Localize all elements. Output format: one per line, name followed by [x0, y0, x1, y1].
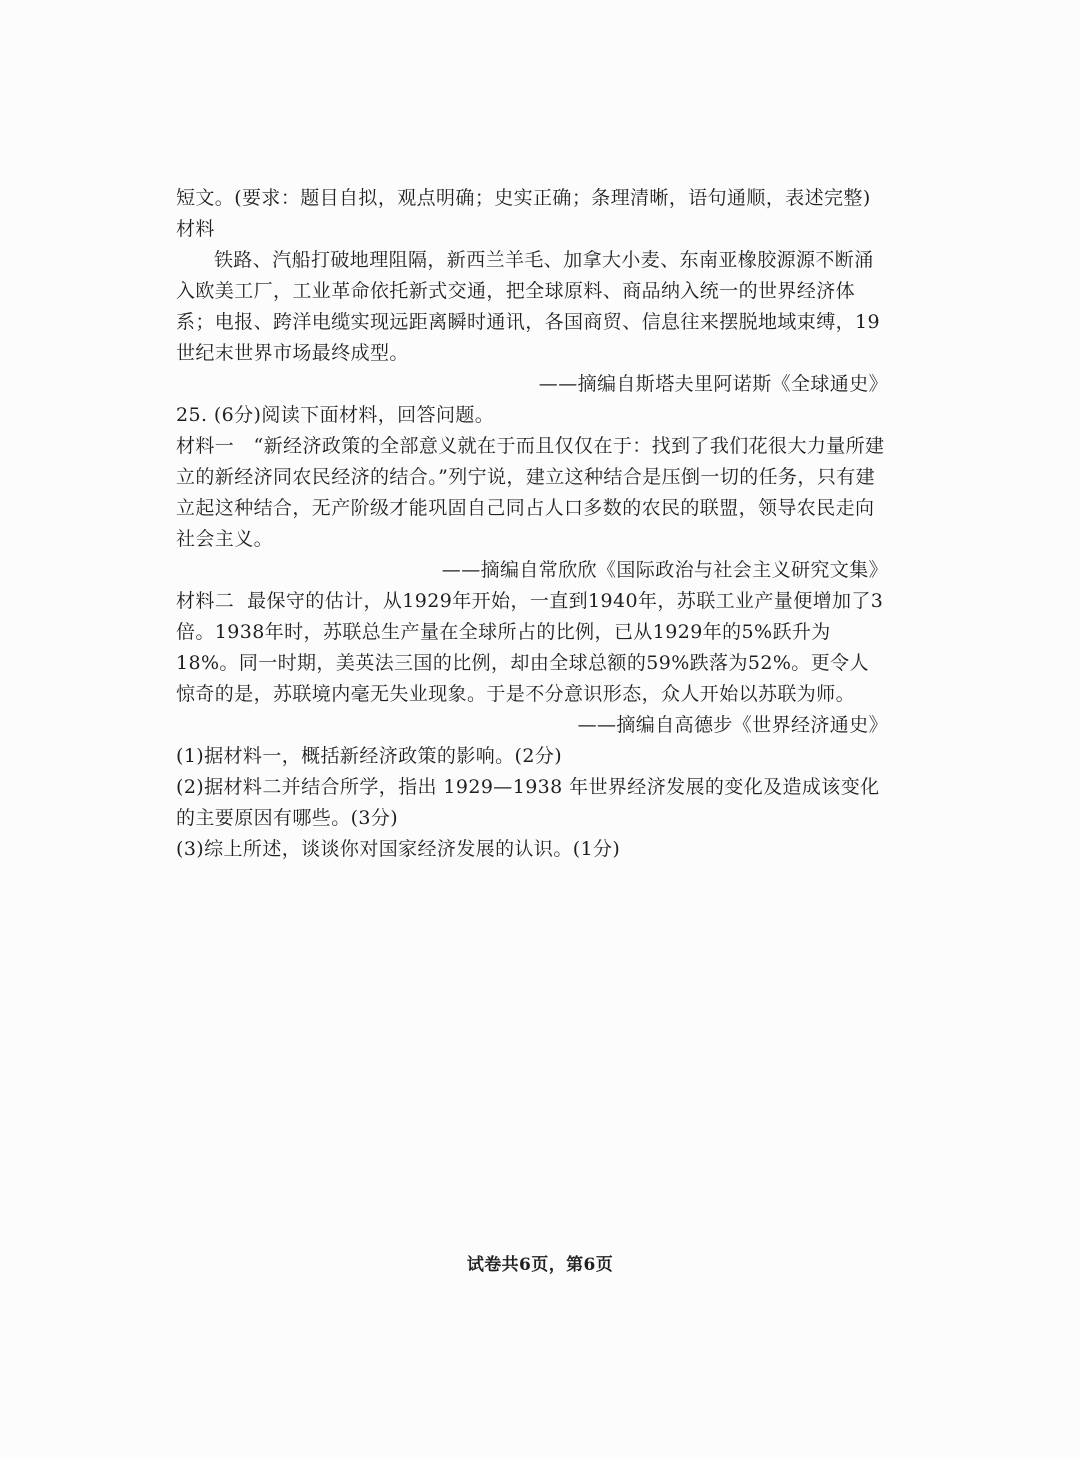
- material-2-label: 材料二: [176, 590, 235, 612]
- page-footer: 试卷共6页，第6页: [466, 1255, 614, 1275]
- material-2-text: 最保守的估计，从1929年开始，一直到1940年，苏联工业产量便增加了3倍。1938年时，苏联总生产量在全球所占的比例，已从1929年的5%跃升为18%。同一时期，美英法三国的比例，却由全球总额的59%跌落为52%。更令人惊奇的是，苏联境内毫无失业现象。于是不分意识形态，众人开始以苏联为师。: [176, 590, 884, 705]
- material-1-label: 材料一: [176, 435, 235, 457]
- material-1-text: “新经济政策的全部意义就在于而且仅仅在于：找到了我们花很大力量所建立的新经济同农民经济的结合。”列宁说，建立这种结合是压倒一切的任务，只有建立起这种结合，无产阶级才能巩固自己同占人口多数的农民的联盟，领导农民走向社会主义。: [176, 435, 885, 550]
- sub-question-3: (3)综上所述，谈谈你对国家经济发展的认识。(1分): [176, 838, 621, 860]
- material-1-source: ——摘编自常欣欣《国际政治与社会主义研究文集》: [441, 559, 888, 581]
- page-content: [176, 183, 888, 865]
- material-source: ——摘编自斯塔夫里阿诺斯《全球通史》: [538, 373, 888, 395]
- material-2: [176, 586, 888, 710]
- question-25-title: 25. (6分)阅读下面材料，回答问题。: [176, 404, 495, 426]
- essay-requirement: 短文。(要求：题目自拟，观点明确；史实正确；条理清晰，语句通顺，表述完整): [176, 187, 871, 209]
- sub-question-2: (2)据材料二并结合所学，指出 1929—1938 年世界经济发展的变化及造成该变化的主要原因有哪些。(3分): [176, 776, 880, 829]
- material-1: [176, 431, 888, 555]
- sub-question-1: (1)据材料一，概括新经济政策的影响。(2分): [176, 745, 563, 767]
- material-text: 铁路、汽船打破地理阻隔，新西兰羊毛、加拿大小麦、东南亚橡胶源源不断涌入欧美工厂，工业革命依托新式交通，把全球原料、商品纳入统一的世界经济体系；电报、跨洋电缆实现远距离瞬时通讯，各国商贸、信息往来摆脱地域束缚，19世纪末世界市场最终成型。: [176, 249, 880, 364]
- material-label: 材料: [176, 218, 215, 240]
- material-2-source: ——摘编自高德步《世界经济通史》: [577, 714, 888, 736]
